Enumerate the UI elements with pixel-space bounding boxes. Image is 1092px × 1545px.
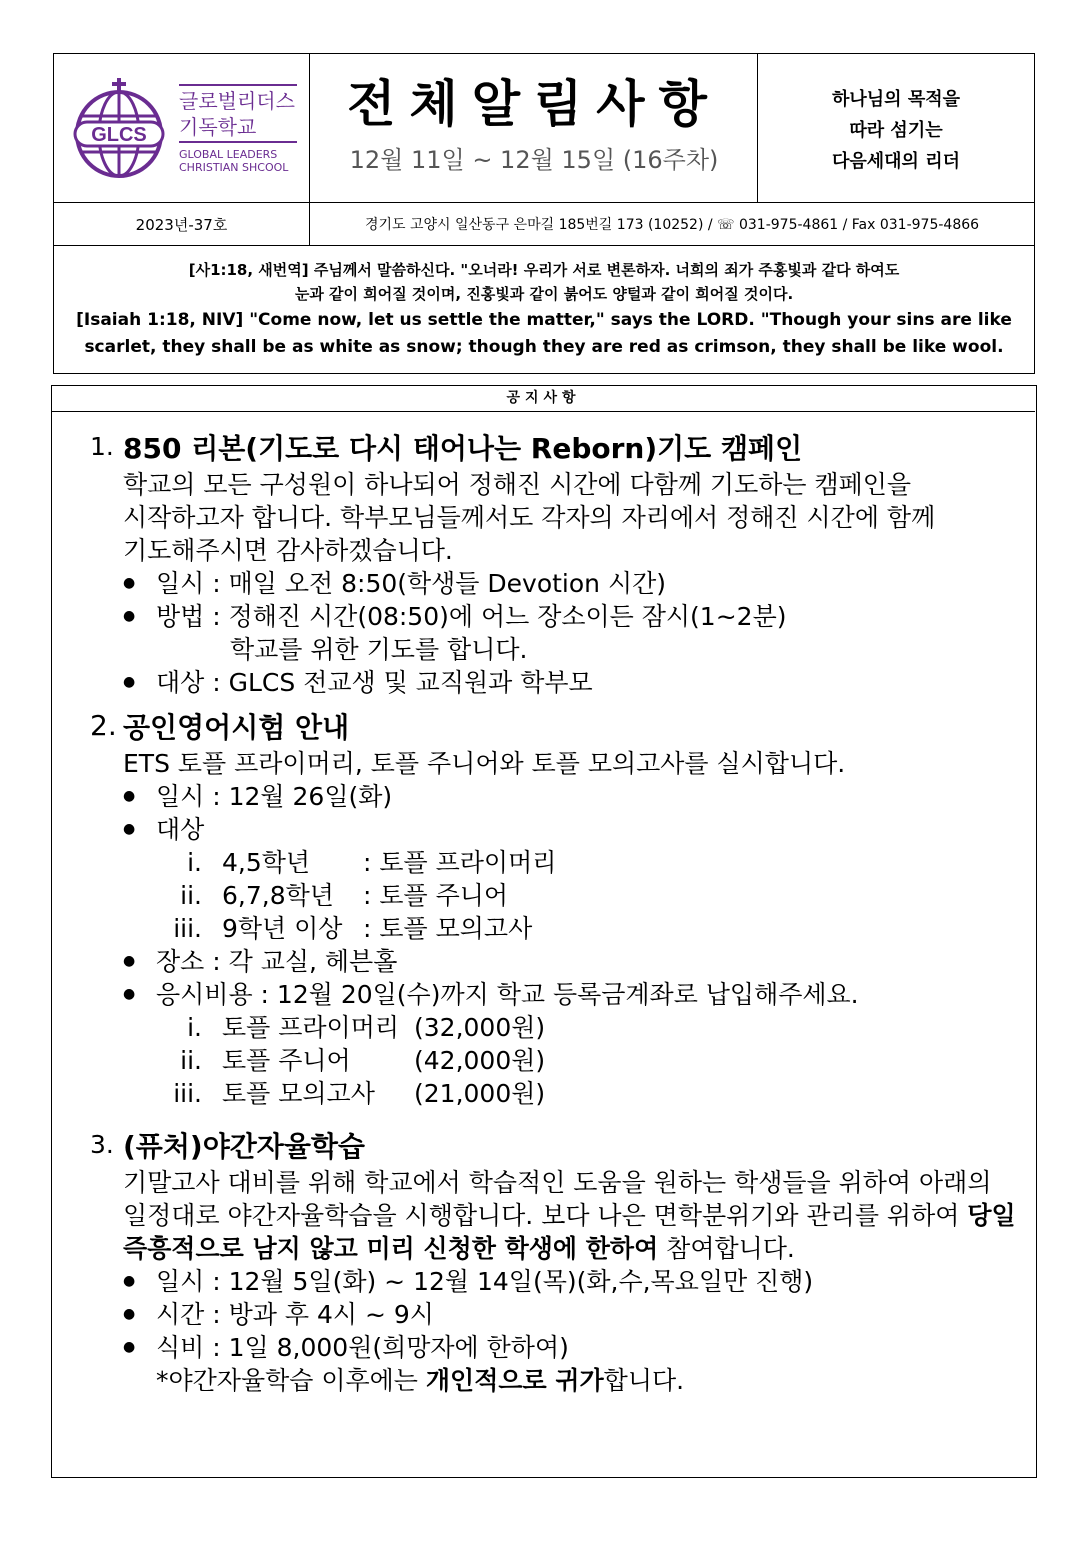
- section-title: (퓨처)야간자율학습: [123, 1130, 365, 1163]
- motto-line: 다음세대의 리더: [832, 151, 960, 172]
- logo-ko-line2: 기독학교: [179, 115, 257, 139]
- fee-amount: (32,000원): [414, 1013, 546, 1042]
- bullet-item: [156, 666, 1020, 699]
- target-row: [156, 846, 1020, 879]
- bullet-item: [156, 1265, 1020, 1298]
- bullet-item: [156, 780, 1020, 813]
- bullet-text: 일시 : 12월 26일(화): [156, 782, 393, 811]
- issue-number: 2023년-37호: [54, 203, 310, 245]
- motto-line: 하나님의 목적을: [832, 89, 960, 110]
- bullet-text: 장소 : 각 교실, 헤븐홀: [156, 947, 398, 976]
- paragraph-line: [123, 1232, 1020, 1265]
- notice-content: [90, 430, 1020, 1407]
- note-text: *야간자율학습 이후에는: [156, 1366, 426, 1395]
- section-number: 1.: [90, 432, 114, 461]
- logo-en-line1: GLOBAL LEADERS: [179, 148, 278, 161]
- paragraph-line: [123, 1199, 1020, 1232]
- bullet-continuation: 학교를 위한 기도를 합니다.: [230, 635, 528, 664]
- bullet-item: [156, 945, 1020, 978]
- note-text: 합니다.: [603, 1366, 685, 1395]
- title-cell: [310, 54, 758, 202]
- fee-row: [156, 1011, 1020, 1044]
- date-range: 12월 11일 ~ 12월 15일 (16주차): [349, 146, 719, 174]
- motto-cell: [758, 54, 1034, 202]
- fee-list: [156, 1011, 1020, 1110]
- notice-section: [90, 430, 1020, 699]
- section-paragraph: ETS 토플 프라이머리, 토플 주니어와 토플 모의고사를 실시합니다.: [123, 749, 846, 778]
- bullet-item: [156, 567, 1020, 600]
- globe-logo-icon: [69, 76, 169, 186]
- fee-amount: (42,000원): [414, 1046, 546, 1075]
- logo-rule-bottom: [179, 141, 297, 143]
- target-grade: 9학년 이상: [222, 914, 343, 943]
- notice-section: [90, 709, 1020, 1110]
- paragraph-emphasis: 당일: [967, 1201, 1016, 1230]
- fee-amount: (21,000원): [414, 1079, 546, 1108]
- logo-en-line2: CHRISTIAN SHCOOL: [179, 161, 289, 174]
- roman-numeral: i.: [187, 1013, 202, 1042]
- section-paragraph: [123, 468, 1020, 567]
- verse-en-line: [Isaiah 1:18, NIV] "Come now, let us settle the matter," says the LORD. "Though your sins are like: [76, 310, 1012, 330]
- notice-box: [51, 385, 1037, 1478]
- roman-numeral: iii.: [173, 1079, 202, 1108]
- section-number: 3.: [90, 1130, 114, 1159]
- notice-heading: 공지사항: [52, 386, 1035, 412]
- roman-numeral: ii.: [180, 1046, 202, 1075]
- paragraph-line: 학교의 모든 구성원이 하나되어 정해진 시간에 다함께 기도하는 캠페인을: [123, 470, 912, 499]
- paragraph-text: 참여합니다.: [658, 1234, 795, 1263]
- notice-section: [90, 1128, 1020, 1397]
- fee-row: [156, 1077, 1020, 1110]
- bible-verse: [54, 246, 1034, 373]
- paragraph-line: 기말고사 대비를 위해 학교에서 학습적인 도움을 원하는 학생들을 위하여 아래의: [123, 1168, 992, 1197]
- bullet-text: 일시 : 매일 오전 8:50(학생들 Devotion 시간): [156, 569, 667, 598]
- section-title: 공인영어시험 안내: [123, 711, 350, 744]
- verse-ko-line: 눈과 같이 희어질 것이며, 진홍빛과 같이 붉어도 양털과 같이 희어질 것이다.: [294, 285, 794, 303]
- note-emphasis: 개인적으로 귀가: [425, 1366, 604, 1395]
- logo-english-name: [179, 148, 309, 174]
- section-title: 850 리본(기도로 다시 태어나는 Reborn)기도 캠페인: [123, 432, 803, 465]
- bullet-list: [90, 567, 1020, 699]
- target-row: [156, 879, 1020, 912]
- bullet-list: [90, 1265, 1020, 1397]
- bullet-text: 방법 : 정해진 시간(08:50)에 어느 장소이든 잠시(1~2분): [156, 602, 787, 631]
- school-motto: [758, 84, 1034, 177]
- paragraph-line: 기도해주시면 감사하겠습니다.: [123, 536, 453, 565]
- paragraph-line: 시작하고자 합니다. 학부모님들께서도 각자의 자리에서 정해진 시간에 함께: [123, 503, 936, 532]
- info-row: [54, 202, 1034, 246]
- school-address: 경기도 고양시 일산동구 은마길 185번길 173 (10252) / ☏ 031-975-4861 / Fax 031-975-4866: [364, 217, 980, 233]
- fee-exam: 토플 주니어: [222, 1046, 351, 1075]
- verse-en-line: scarlet, they shall be as white as snow; though they are red as crimson, they shall be like wool.: [84, 337, 1004, 357]
- target-list: [156, 846, 1020, 945]
- roman-numeral: i.: [187, 848, 202, 877]
- bullet-item: [156, 1331, 1020, 1397]
- bullet-text: 응시비용 : 12월 20일(수)까지 학교 등록금계좌로 납입해주세요.: [156, 980, 859, 1009]
- bullet-item: [156, 1298, 1020, 1331]
- bullet-text: 식비 : 1일 8,000원(희망자에 한하여): [156, 1333, 569, 1362]
- fee-exam: 토플 프라이머리: [222, 1013, 399, 1042]
- bullet-item: [156, 813, 1020, 945]
- roman-numeral: ii.: [180, 881, 202, 910]
- bullet-list: [90, 780, 1020, 1110]
- paragraph-emphasis: 즉흥적으로 남지 않고 미리 신청한 학생에 한하여: [123, 1234, 659, 1263]
- verse-ko-line: [사1:18, 새번역] 주님께서 말씀하신다. "오너라! 우리가 서로 변론하자. 너희의 죄가 주홍빛과 같다 하여도: [188, 261, 900, 279]
- target-exam: : 토플 모의고사: [363, 914, 533, 943]
- meal-note: [156, 1364, 1020, 1397]
- bullet-text: 시간 : 방과 후 4시 ~ 9시: [156, 1300, 434, 1329]
- section-paragraph: [123, 1166, 1020, 1265]
- logo-badge-text: GLCS: [91, 124, 147, 146]
- page-title: 전체알림사항: [347, 75, 721, 133]
- logo-cell: [54, 54, 310, 202]
- target-grade: 4,5학년: [222, 848, 311, 877]
- bullet-text: 대상: [156, 815, 205, 844]
- fee-row: [156, 1044, 1020, 1077]
- bullet-item: [156, 978, 1020, 1110]
- bullet-item: [156, 600, 1020, 666]
- header-table: [53, 53, 1035, 374]
- roman-numeral: iii.: [173, 914, 202, 943]
- motto-line: 따라 섬기는: [849, 120, 943, 141]
- bullet-text: 대상 : GLCS 전교생 및 교직원과 학부모: [156, 668, 593, 697]
- target-exam: : 토플 주니어: [363, 881, 509, 910]
- target-exam: : 토플 프라이머리: [363, 848, 557, 877]
- paragraph-text: 일정대로 야간자율학습을 시행합니다. 보다 나은 면학분위기와 관리를 위하여: [123, 1201, 968, 1230]
- section-number: 2.: [90, 709, 117, 742]
- logo-korean-name: [179, 84, 299, 140]
- logo-ko-line1: 글로벌리더스: [179, 89, 295, 113]
- fee-exam: 토플 모의고사: [222, 1079, 375, 1108]
- bullet-text: 일시 : 12월 5일(화) ~ 12월 14일(목)(화,수,목요일만 진행): [156, 1267, 814, 1296]
- target-grade: 6,7,8학년: [222, 881, 334, 910]
- target-row: [156, 912, 1020, 945]
